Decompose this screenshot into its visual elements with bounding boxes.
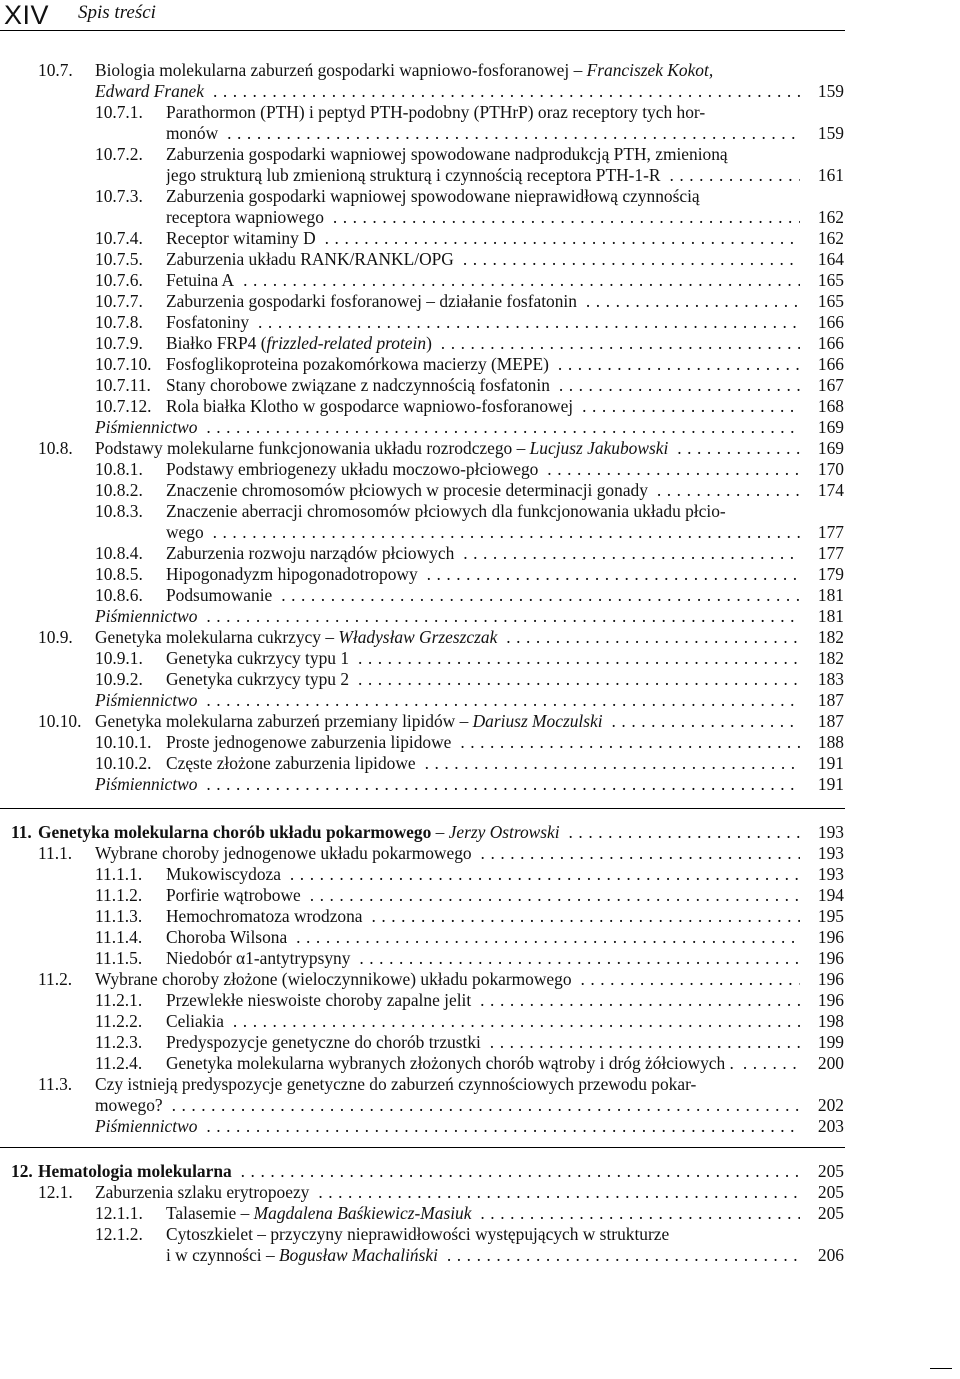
- page-ref: 166: [817, 354, 844, 374]
- entry-number: 11.1.: [38, 843, 73, 863]
- page-ref: 177: [817, 543, 844, 563]
- toc-entry: [0, 1224, 960, 1245]
- toc-entry: [0, 927, 960, 948]
- entry-number: 11.1.3.: [95, 906, 143, 926]
- toc-entry: [0, 585, 960, 606]
- entry-title: Parathormon (PTH) i peptyd PTH-podobny (PTHrP) oraz receptory tych hor-: [166, 102, 800, 123]
- toc-entry: [0, 990, 960, 1011]
- toc-entry: [0, 1053, 960, 1074]
- toc-entry: [0, 144, 960, 165]
- toc-entry-continuation: [0, 207, 960, 228]
- toc-entry: [0, 822, 960, 843]
- entry-title: Choroba Wilsona . . .: [166, 927, 800, 948]
- entry-number: 10.8.5.: [95, 564, 143, 584]
- page-ref: 162: [817, 207, 844, 227]
- entry-number: 10.7.12.: [95, 396, 152, 416]
- page-ref: 182: [817, 648, 844, 668]
- toc-entry: [0, 753, 960, 774]
- toc-entry: [0, 1011, 960, 1032]
- page-ref: 203: [817, 1116, 844, 1136]
- entry-title: Celiakia . . .: [166, 1011, 800, 1032]
- entry-number: 10.7.3.: [95, 186, 143, 206]
- page-ref: 165: [817, 270, 844, 290]
- toc-entry: [0, 312, 960, 333]
- toc-entry: [0, 711, 960, 732]
- toc-entry: [0, 906, 960, 927]
- toc-entry: [0, 249, 960, 270]
- entry-title: Podstawy embriogenezy układu moczowo-płciowego . . .: [166, 459, 800, 480]
- entry-title: Porfirie wątrobowe . . .: [166, 885, 800, 906]
- entry-title: Przewlekłe nieswoiste choroby zapalne jelit . . .: [166, 990, 800, 1011]
- toc-entry: [0, 1203, 960, 1224]
- entry-title: Genetyka molekularna chorób układu pokarmowego – Jerzy Ostrowski . . .: [38, 822, 800, 843]
- page-ref: 199: [817, 1032, 844, 1052]
- entry-number: 11.2.3.: [95, 1032, 143, 1052]
- entry-number: 11.2.2.: [95, 1011, 143, 1031]
- entry-title: Genetyka molekularna wybranych złożonych chorób wątroby i dróg żółciowych . . . .: [166, 1053, 800, 1074]
- page-ref: 169: [817, 417, 844, 437]
- toc-entry: [0, 1032, 960, 1053]
- entry-number: 10.9.1.: [95, 648, 143, 668]
- toc-entry-continuation: [0, 165, 960, 186]
- entry-title: Fetuina A . . .: [166, 270, 800, 291]
- page-ref: 164: [817, 249, 844, 269]
- page-ref: 193: [817, 822, 844, 842]
- entry-number: 10.7.10.: [95, 354, 152, 374]
- entry-title: Podstawy molekularne funkcjonowania układu rozrodczego – Lucjusz Jakubowski . . .: [95, 438, 800, 459]
- entry-title: Fosfatoniny . . .: [166, 312, 800, 333]
- entry-number: 10.7.2.: [95, 144, 143, 164]
- entry-number: 10.7.7.: [95, 291, 143, 311]
- toc-entry: [0, 396, 960, 417]
- entry-title: Piśmiennictwo . . .: [95, 690, 800, 711]
- page-ref: 187: [817, 690, 844, 710]
- entry-title: Wybrane choroby jednogenowe układu pokarmowego . . .: [95, 843, 800, 864]
- entry-number: 12.1.1.: [95, 1203, 143, 1223]
- page-ref: 165: [817, 291, 844, 311]
- page-ref: 196: [817, 990, 844, 1010]
- toc-entry: [0, 564, 960, 585]
- entry-title: Częste złożone zaburzenia lipidowe . . .: [166, 753, 800, 774]
- page-ref: 167: [817, 375, 844, 395]
- toc-entry: [0, 627, 960, 648]
- page-ref: 170: [817, 459, 844, 479]
- toc-entry: [0, 885, 960, 906]
- entry-title: Mukowiscydoza . . .: [166, 864, 800, 885]
- toc-entry: [0, 606, 960, 627]
- toc-entry: [0, 333, 960, 354]
- entry-number: 11.1.2.: [95, 885, 143, 905]
- header-rule: [0, 30, 845, 31]
- page-ref: 181: [817, 606, 844, 626]
- page-ref: 196: [817, 969, 844, 989]
- toc-entry-continuation: [0, 1095, 960, 1116]
- entry-number: 11.1.4.: [95, 927, 143, 947]
- toc-entry: [0, 291, 960, 312]
- entry-number: 10.7.1.: [95, 102, 143, 122]
- entry-title-continued: jego strukturą lub zmienioną strukturą i czynnością receptora PTH-1-R . . .: [166, 165, 800, 186]
- page-ref: 181: [817, 585, 844, 605]
- entry-title-continued: monów . . .: [166, 123, 800, 144]
- page-ref: 191: [817, 753, 844, 773]
- toc-entry: [0, 354, 960, 375]
- toc-entry: [0, 270, 960, 291]
- page-ref: 159: [817, 81, 844, 101]
- entry-title-continued: i w czynności – Bogusław Machaliński . . .: [166, 1245, 800, 1266]
- toc-entry: [0, 732, 960, 753]
- entry-number: 10.8.: [38, 438, 73, 458]
- entry-title: Cytoszkielet – przyczyny nieprawidłowości występujących w strukturze: [166, 1224, 800, 1245]
- page-ref: 193: [817, 843, 844, 863]
- toc-entry: [0, 60, 960, 81]
- toc-entry: [0, 228, 960, 249]
- page-ref: 191: [817, 774, 844, 794]
- entry-number: 11.3.: [38, 1074, 73, 1094]
- toc-entry: [0, 690, 960, 711]
- entry-number: 10.7.5.: [95, 249, 143, 269]
- toc-entry: [0, 843, 960, 864]
- toc-entry: [0, 1116, 960, 1137]
- chapter-separator: [0, 1147, 845, 1148]
- page-ref: 177: [817, 522, 844, 542]
- toc-entry: [0, 669, 960, 690]
- toc-entry: [0, 186, 960, 207]
- entry-title: Talasemie – Magdalena Baśkiewicz-Masiuk . . .: [166, 1203, 800, 1224]
- entry-title: Biologia molekularna zaburzeń gospodarki wapniowo-fosforanowej – Franciszek Kokot,: [95, 60, 800, 81]
- entry-title: Hipogonadyzm hipogonadotropowy . . .: [166, 564, 800, 585]
- toc-entry: [0, 480, 960, 501]
- entry-number: 10.10.: [38, 711, 82, 731]
- entry-title: Predyspozycje genetyczne do chorób trzustki . . .: [166, 1032, 800, 1053]
- page-header: [0, 0, 960, 40]
- page-ref: 166: [817, 333, 844, 353]
- entry-number: 10.7.9.: [95, 333, 143, 353]
- entry-number: 10.9.2.: [95, 669, 143, 689]
- entry-number: 10.7.8.: [95, 312, 143, 332]
- chapter-separator: [0, 808, 845, 809]
- page-ref: 166: [817, 312, 844, 332]
- entry-number: 11.2.4.: [95, 1053, 143, 1073]
- entry-number: 10.9.: [38, 627, 73, 647]
- entry-number: 12.: [11, 1161, 33, 1181]
- entry-number: 11.2.: [38, 969, 73, 989]
- entry-title: Rola białka Klotho w gospodarce wapniowo-fosforanowej . . .: [166, 396, 800, 417]
- entry-number: 10.7.4.: [95, 228, 143, 248]
- entry-title: Piśmiennictwo . . .: [95, 606, 800, 627]
- toc-entry: [0, 375, 960, 396]
- entry-title: Znaczenie chromosomów płciowych w procesie determinacji gonady . . .: [166, 480, 800, 501]
- page-corner-mark: [930, 1368, 952, 1369]
- entry-number: 10.10.2.: [95, 753, 152, 773]
- page-ref: 168: [817, 396, 844, 416]
- entry-number: 10.7.11.: [95, 375, 151, 395]
- entry-number: 10.8.6.: [95, 585, 143, 605]
- entry-title-continued: wego . . .: [166, 522, 800, 543]
- page-ref: 196: [817, 948, 844, 968]
- entry-title: Hematologia molekularna . . .: [38, 1161, 800, 1182]
- entry-title: Piśmiennictwo . . .: [95, 1116, 800, 1137]
- entry-title-continued: Edward Franek . . .: [95, 81, 800, 102]
- page-ref: 187: [817, 711, 844, 731]
- entry-number: 10.7.6.: [95, 270, 143, 290]
- page-ref: 161: [817, 165, 844, 185]
- toc-entry: [0, 1074, 960, 1095]
- page-ref: 169: [817, 438, 844, 458]
- entry-title: Piśmiennictwo . . .: [95, 774, 800, 795]
- entry-title: Zaburzenia gospodarki fosforanowej – działanie fosfatonin . . .: [166, 291, 800, 312]
- entry-title: Wybrane choroby złożone (wieloczynnikowe) układu pokarmowego . . .: [95, 969, 800, 990]
- toc-entry: [0, 1161, 960, 1182]
- entry-title: Zaburzenia rozwoju narządów płciowych . . .: [166, 543, 800, 564]
- running-title: Spis treści: [78, 2, 156, 23]
- entry-title: Czy istnieją predyspozycje genetyczne do zaburzeń czynnościowych przewodu pokar-: [95, 1074, 800, 1095]
- entry-number: 10.7.: [38, 60, 73, 80]
- entry-title: Zaburzenia układu RANK/RANKL/OPG . . .: [166, 249, 800, 270]
- entry-number: 12.1.2.: [95, 1224, 143, 1244]
- toc-entry-continuation: [0, 522, 960, 543]
- toc-entry: [0, 438, 960, 459]
- page-ref: 182: [817, 627, 844, 647]
- page-ref: 183: [817, 669, 844, 689]
- toc-entry: [0, 102, 960, 123]
- entry-title: Podsumowanie . . .: [166, 585, 800, 606]
- entry-title: Genetyka cukrzycy typu 1 . . .: [166, 648, 800, 669]
- entry-title-continued: receptora wapniowego . . .: [166, 207, 800, 228]
- entry-number: 10.8.1.: [95, 459, 143, 479]
- entry-number: 11.1.5.: [95, 948, 143, 968]
- page-ref: 195: [817, 906, 844, 926]
- toc-entry: [0, 969, 960, 990]
- entry-title: Genetyka molekularna cukrzycy – Władysław Grzeszczak . . .: [95, 627, 800, 648]
- toc-entry: [0, 864, 960, 885]
- entry-title: Piśmiennictwo . . .: [95, 417, 800, 438]
- entry-title: Znaczenie aberracji chromosomów płciowych dla funkcjonowania układu płcio-: [166, 501, 800, 522]
- entry-title: Białko FRP4 (frizzled-related protein) . . .: [166, 333, 800, 354]
- toc-entry: [0, 459, 960, 480]
- entry-number: 11.1.1.: [95, 864, 143, 884]
- page-ref: 174: [817, 480, 844, 500]
- toc-entry-continuation: [0, 1245, 960, 1266]
- entry-title: Niedobór α1-antytrypsyny . . .: [166, 948, 800, 969]
- entry-title: Proste jednogenowe zaburzenia lipidowe . . .: [166, 732, 800, 753]
- entry-title-continued: mowego? . . .: [95, 1095, 800, 1116]
- entry-number: 10.8.2.: [95, 480, 143, 500]
- toc-entry: [0, 774, 960, 795]
- toc-entry: [0, 543, 960, 564]
- entry-title: Zaburzenia szlaku erytropoezy . . .: [95, 1182, 800, 1203]
- entry-title: Receptor witaminy D . . .: [166, 228, 800, 249]
- entry-number: 11.2.1.: [95, 990, 143, 1010]
- entry-title: Fosfoglikoproteina pozakomórkowa macierzy (MEPE) . . .: [166, 354, 800, 375]
- entry-title: Zaburzenia gospodarki wapniowej spowodowane nieprawidłową czynnością: [166, 186, 800, 207]
- page-ref: 202: [817, 1095, 844, 1115]
- toc-entry-continuation: [0, 81, 960, 102]
- entry-title: Genetyka molekularna zaburzeń przemiany lipidów – Dariusz Moczulski . . .: [95, 711, 800, 732]
- page-ref: 206: [817, 1245, 844, 1265]
- page-ref: 205: [817, 1182, 844, 1202]
- entry-title: Zaburzenia gospodarki wapniowej spowodowane nadprodukcją PTH, zmienioną: [166, 144, 800, 165]
- page-ref: 200: [817, 1053, 844, 1073]
- toc-entry: [0, 1182, 960, 1203]
- page-ref: 205: [817, 1161, 844, 1181]
- page-ref: 196: [817, 927, 844, 947]
- entry-title: Stany chorobowe związane z nadczynnością fosfatonin . . .: [166, 375, 800, 396]
- page-number: XIV: [4, 0, 50, 30]
- entry-number: 10.8.4.: [95, 543, 143, 563]
- entry-number: 11.: [11, 822, 32, 842]
- page-ref: 188: [817, 732, 844, 752]
- page-ref: 193: [817, 864, 844, 884]
- page-ref: 194: [817, 885, 844, 905]
- page-ref: 205: [817, 1203, 844, 1223]
- toc-entry: [0, 501, 960, 522]
- toc-entry: [0, 948, 960, 969]
- entry-number: 10.10.1.: [95, 732, 152, 752]
- entry-title: Genetyka cukrzycy typu 2 . . .: [166, 669, 800, 690]
- toc-entry-continuation: [0, 123, 960, 144]
- entry-title: Hemochromatoza wrodzona . . .: [166, 906, 800, 927]
- page-ref: 198: [817, 1011, 844, 1031]
- page-ref: 179: [817, 564, 844, 584]
- page-ref: 159: [817, 123, 844, 143]
- entry-number: 10.8.3.: [95, 501, 143, 521]
- toc-entry: [0, 648, 960, 669]
- toc-entry: [0, 417, 960, 438]
- page-ref: 162: [817, 228, 844, 248]
- entry-number: 12.1.: [38, 1182, 73, 1202]
